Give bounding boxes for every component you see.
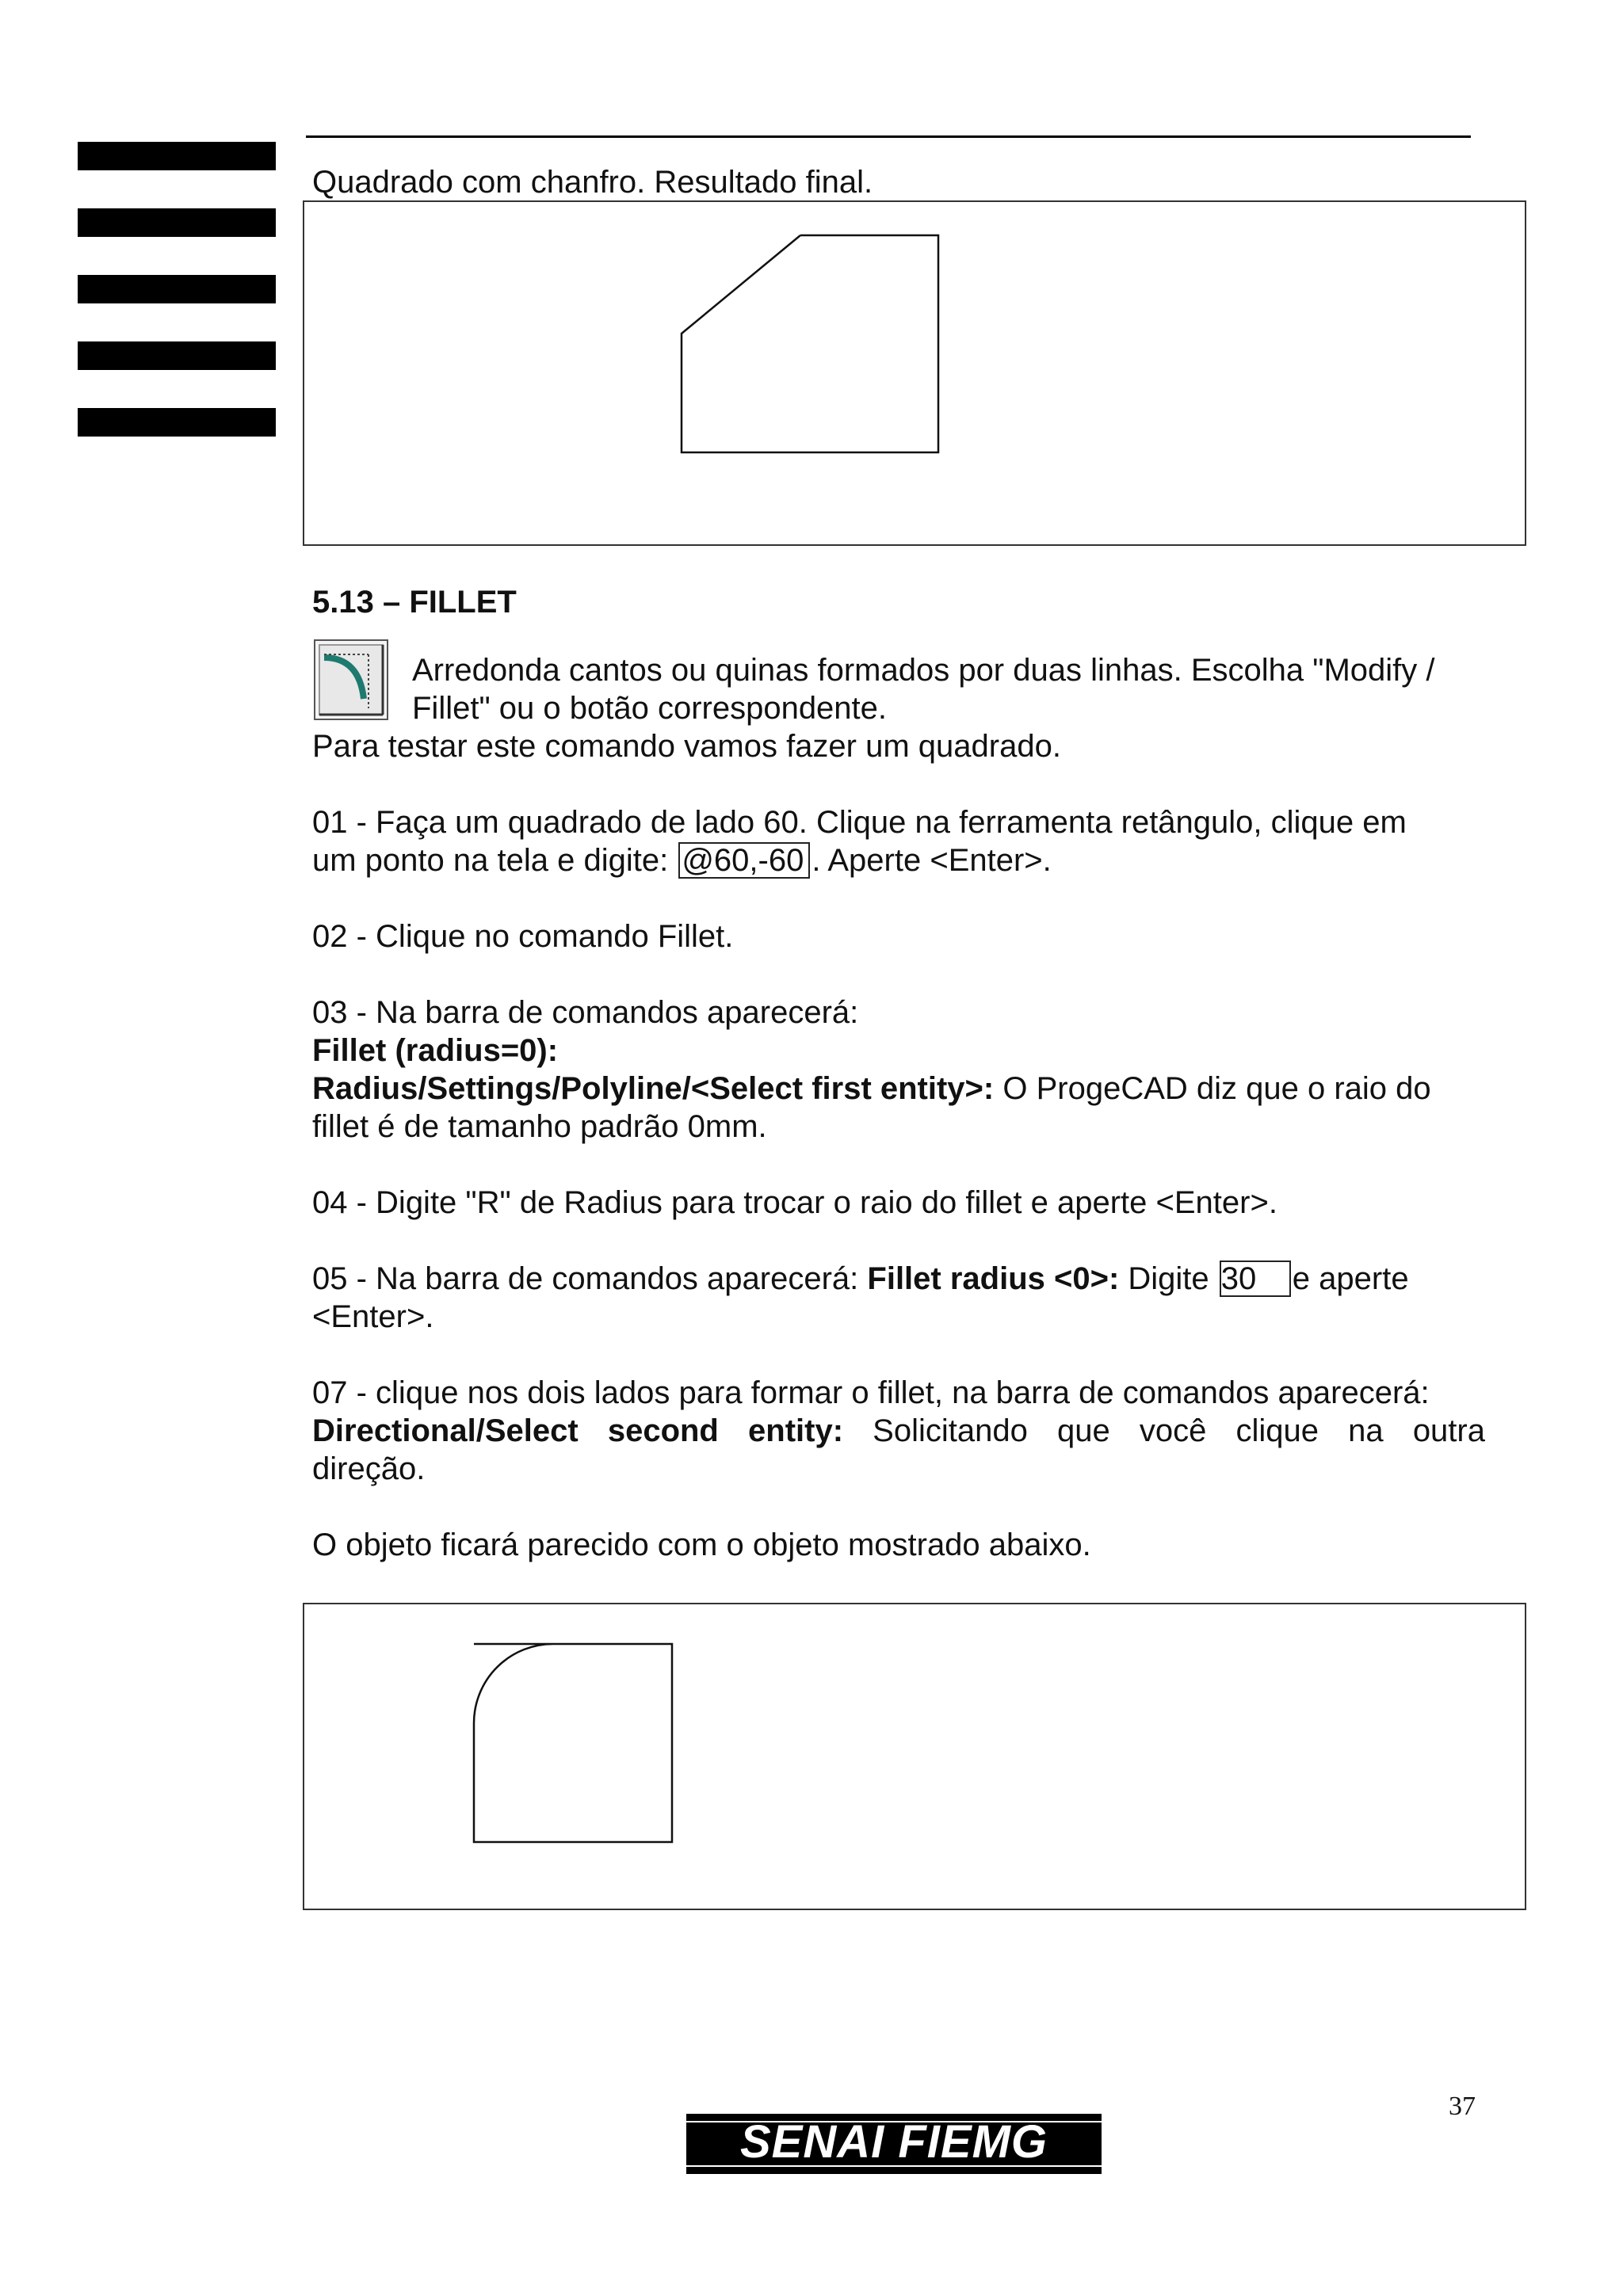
fillet-tool-icon[interactable] [313,639,389,721]
intro-line-3: Para testar este comando vamos fazer um quadrado. [312,729,1061,764]
intro-line-1: Arredonda cantos ou quinas formados por duas linhas. Escolha "Modify / [412,653,1435,688]
step-03-line-3 [312,1070,1431,1108]
step-07-word-4: Solicitando [873,1413,1028,1448]
step-07-word-9: outra [1412,1413,1485,1448]
fillet-figure [303,1603,1526,1910]
step-05-prefix: 05 - Na barra de comandos aparecerá: [312,1261,868,1296]
step-07-word-1: Directional/Select [312,1413,579,1448]
chamfer-figure [303,200,1526,546]
margin-bar-3 [78,275,276,303]
closing-line: O objeto ficará parecido com o objeto mostrado abaixo. [312,1527,1091,1562]
step-02: 02 - Clique no comando Fillet. [312,919,734,954]
step-01-suffix: . Aperte <Enter>. [812,843,1052,878]
intro-line-2: Fillet" ou o botão correspondente. [412,691,888,726]
step-07-word-8: na [1348,1413,1384,1448]
margin-bar-1 [78,142,276,170]
step-05-line-2: <Enter>. [312,1299,434,1334]
step-01-line-2 [312,841,1052,879]
step-07-word-7: clique [1235,1413,1319,1448]
step-05-suffix: e aperte [1292,1261,1409,1296]
margin-bar-4 [78,341,276,370]
step-03-line-4: fillet é de tamanho padrão 0mm. [312,1109,767,1144]
step-05-middle: Digite [1119,1261,1218,1296]
margin-bar-2 [78,208,276,237]
chamfer-caption: Quadrado com chanfro. Resultado final. [312,165,873,200]
page-number: 37 [1449,2092,1476,2121]
radius-input-box: 30 [1220,1261,1291,1297]
step-07-word-2: second [607,1413,719,1448]
step-07-word-3: entity: [748,1413,844,1448]
chamfer-drawing [304,202,1525,544]
margin-bar-5 [78,408,276,437]
section-heading: 5.13 – FILLET [312,585,517,620]
senai-fiemg-logo [686,2114,1102,2174]
step-03-prompt: Radius/Settings/Polyline/<Select first entity>: [312,1071,995,1106]
step-04: 04 - Digite "R" de Radius para trocar o raio do fillet e aperte <Enter>. [312,1185,1277,1220]
step-03-description: O ProgeCAD diz que o raio do [994,1071,1431,1106]
step-07-word-6: você [1139,1413,1207,1448]
step-05-prompt: Fillet radius <0>: [867,1261,1120,1296]
step-07-line-3: direção. [312,1451,426,1486]
filleted-square-shape [474,1644,672,1842]
step-03-line-1: 03 - Na barra de comandos aparecerá: [312,995,859,1030]
step-01-line-1: 01 - Faça um quadrado de lado 60. Clique na ferramenta retângulo, clique em [312,805,1407,840]
step-03-command: Fillet (radius=0): [312,1033,559,1068]
step-07-line-1: 07 - clique nos dois lados para formar o fillet, na barra de comandos aparecerá: [312,1375,1430,1410]
step-05-line-1 [312,1260,1409,1298]
step-01-prefix: um ponto na tela e digite: [312,843,678,878]
header-rule [306,135,1471,138]
step-07-word-5: que [1056,1413,1110,1448]
logo-text: SENAI FIEMG [739,2116,1048,2168]
fillet-drawing [304,1604,1525,1909]
coordinate-input-box: @60,-60 [678,842,810,879]
chamfered-square-shape [682,235,938,452]
step-07-line-2 [312,1412,1485,1450]
